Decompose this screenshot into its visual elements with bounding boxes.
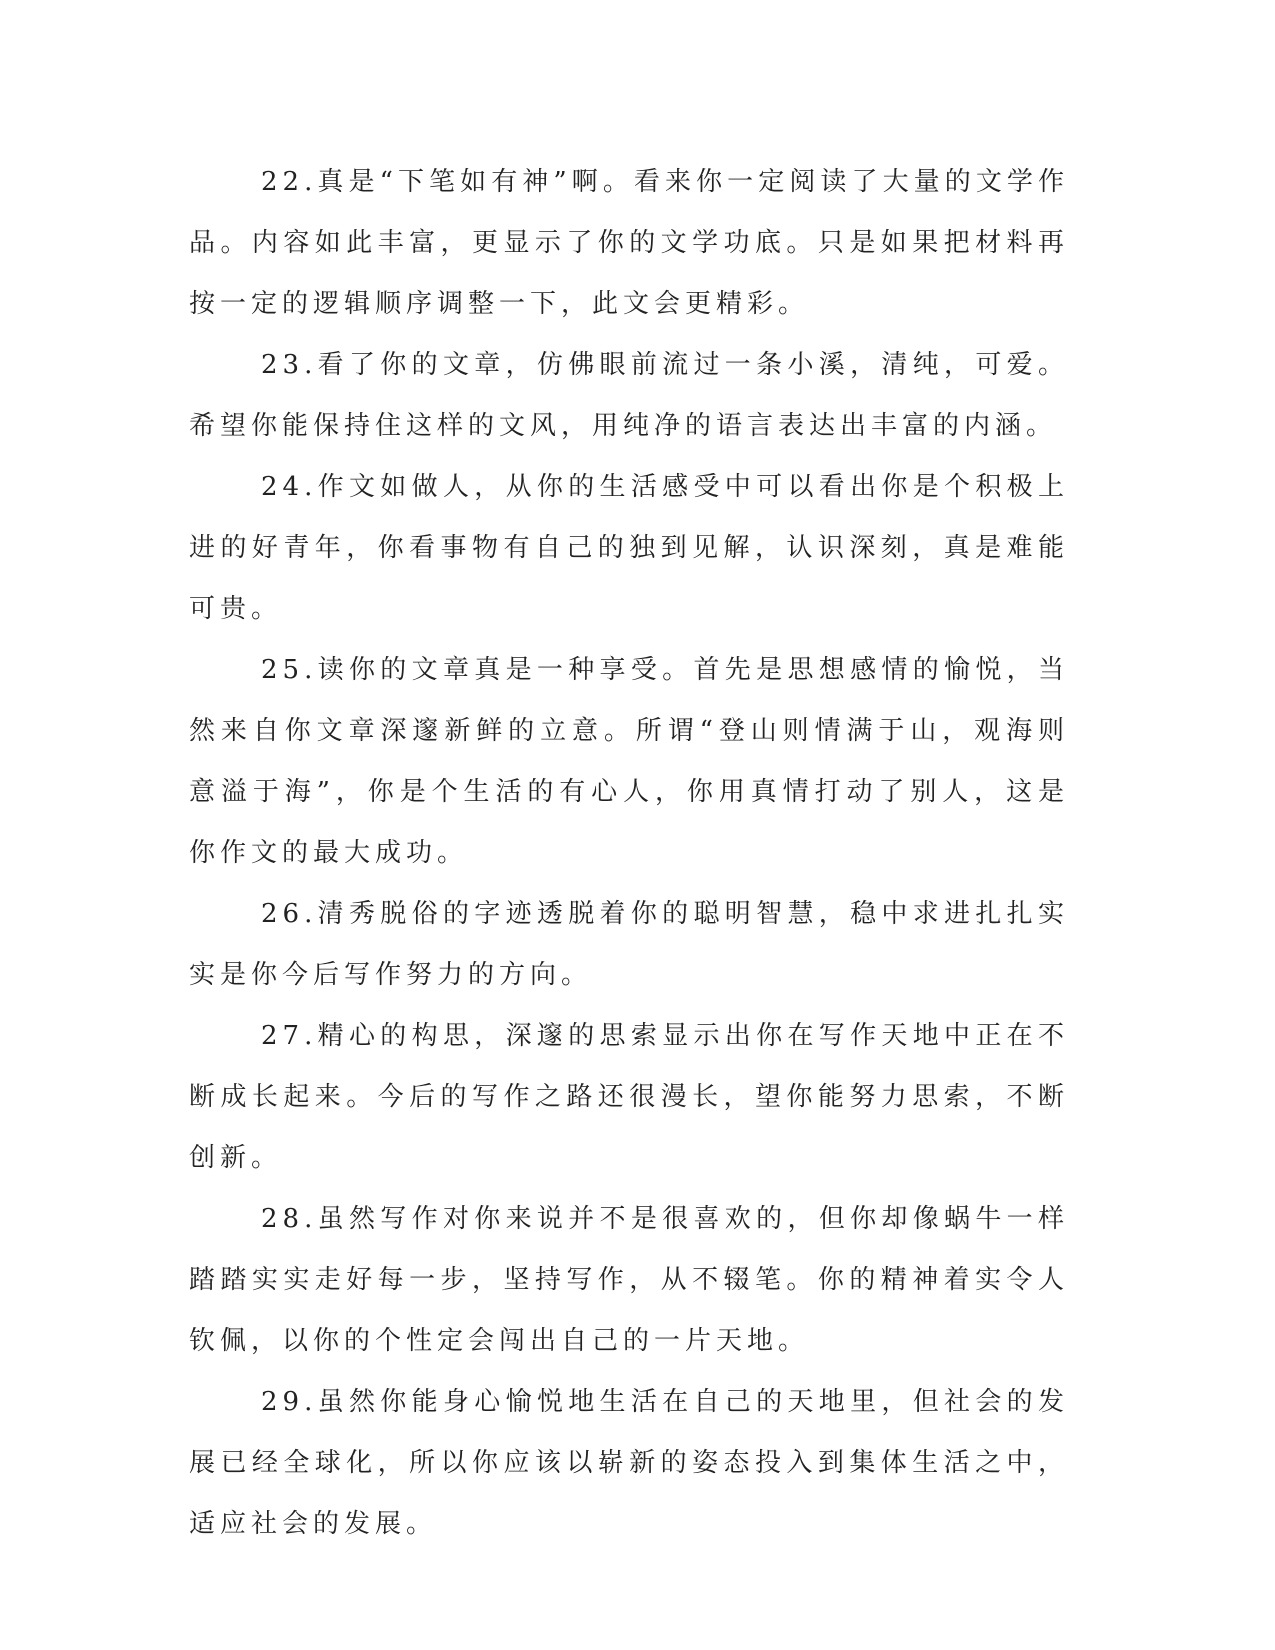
paragraph-22: 22.真是“下笔如有神”啊。看来你一定阅读了大量的文学作品。内容如此丰富，更显示了你的文学功底。只是如果把材料再按一定的逻辑顺序调整一下，此文会更精彩。 <box>189 167 1069 319</box>
paragraph-23: 23.看了你的文章，仿佛眼前流过一条小溪，清纯，可爱。希望你能保持住这样的文风，用纯净的语言表达出丰富的内涵。 <box>189 350 1069 441</box>
paragraph-24: 24.作文如做人，从你的生活感受中可以看出你是个积极上进的好青年，你看事物有自己的独到见解，认识深刻，真是难能可贵。 <box>189 472 1069 624</box>
paragraph-29: 29.虽然你能身心愉悦地生活在自己的天地里，但社会的发展已经全球化，所以你应该以崭新的姿态投入到集体生活之中，适应社会的发展。 <box>189 1387 1069 1539</box>
paragraph-28: 28.虽然写作对你来说并不是很喜欢的，但你却像蜗牛一样踏踏实实走好每一步，坚持写作，从不辍笔。你的精神着实令人钦佩，以你的个性定会闯出自己的一片天地。 <box>189 1204 1069 1356</box>
paragraph-27: 27.精心的构思，深邃的思索显示出你在写作天地中正在不断成长起来。今后的写作之路还很漫长，望你能努力思索，不断创新。 <box>189 1021 1069 1173</box>
paragraph-26: 26.清秀脱俗的字迹透脱着你的聪明智慧，稳中求进扎扎实实是你今后写作努力的方向。 <box>189 899 1069 990</box>
paragraph-25: 25.读你的文章真是一种享受。首先是思想感情的愉悦，当然来自你文章深邃新鲜的立意。所谓“登山则情满于山，观海则意溢于海”，你是个生活的有心人，你用真情打动了别人，这是你作文的最大成功。 <box>189 655 1069 868</box>
document-body <box>189 152 1069 1555</box>
